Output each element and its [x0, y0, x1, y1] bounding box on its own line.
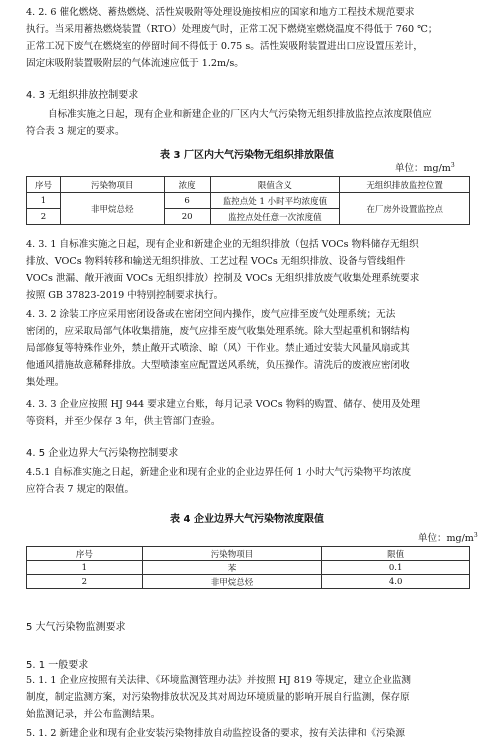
- table-cell: 4.0: [322, 575, 470, 589]
- paragraph-4-3-2: [26, 306, 470, 391]
- text-line: 制度，制定监测方案，对污染物排放状况及其对周边环境质量的影响开展自行监测，保存原: [26, 692, 410, 703]
- header-cell: 污染物项目: [142, 547, 322, 561]
- table-cell: 监控点处任意一次浓度值: [210, 209, 340, 225]
- text-line: 他通风措施故意稀释排放。大型喷漆室应配置送风系统，负压操作。清洗后的废液应密闭收: [26, 360, 410, 371]
- text-line: VOCs 泄漏、敞开液面 VOCs 无组织排放）控制及 VOCs 无组织排放废气收集处理系统要求: [26, 273, 420, 284]
- table-cell: 监控点处 1 小时平均浓度值: [210, 193, 340, 209]
- text-line: 执行。当采用蓄热燃烧装置（RTO）处理废气时，正常工况下燃烧室燃烧温度不得低于 760 ℃；: [26, 24, 438, 35]
- section-heading-4-5: 4. 5 企业边界大气污染物控制要求: [26, 448, 179, 459]
- text-line: 密闭的，应采取局部气体收集措施，废气应排至废气收集处理系统。除大型起重机和钢结构: [26, 326, 410, 337]
- text-line: 5. 1. 1 企业应按照有关法律、《环境监测管理办法》并按照 HJ 819 等规定，建立企业监测: [26, 675, 412, 686]
- unit-superscript: 3: [450, 161, 455, 169]
- text-line: 按照 GB 37823-2019 中特别控制要求执行。: [26, 290, 224, 301]
- table-cell: 1: [27, 561, 143, 575]
- paragraph-5-1-2: [26, 725, 470, 742]
- table-4-unit: [418, 530, 478, 544]
- text-line: 4. 3. 2 涂装工序应采用密闭设备或在密闭空间内操作，废气应排至废气处理系统；无法: [26, 309, 396, 320]
- header-cell: 序号: [27, 547, 143, 561]
- header-cell: 限值: [322, 547, 470, 561]
- table-header-row: [27, 547, 470, 561]
- table-cell: 1: [27, 193, 61, 209]
- table-4-caption: 表 4 企业边界大气污染物浓度限值: [170, 514, 324, 525]
- text-line: 4.5.1 自标准实施之日起，新建企业和现有企业的企业边界任何 1 小时大气污染物平均浓度: [26, 467, 412, 478]
- paragraph-4-3-3: [26, 396, 470, 430]
- text-line: 等资料，并至少保存 3 年，供主管部门查验。: [26, 416, 221, 427]
- unit-superscript: 3: [473, 531, 478, 539]
- text-line: 应符合表 7 规定的限值。: [26, 484, 135, 495]
- text-line: 4. 2. 6 催化燃烧、蓄热燃烧、活性炭吸附等处理设施按相应的国家和地方工程技术规范要求: [26, 7, 415, 18]
- paragraph-4-5-1: [26, 464, 470, 498]
- table-cell: 6: [164, 193, 210, 209]
- text-line: 排放、VOCs 物料转移和输送无组织排放、工艺过程 VOCs 无组织排放、设备与管线组件: [26, 256, 406, 267]
- unit-label: 单位：mg/m: [395, 163, 451, 174]
- text-line: 固定床吸附装置吸附层的气体流速应低于 1.2m/s。: [26, 58, 244, 69]
- table-cell: 2: [27, 209, 61, 225]
- text-line: 符合表 3 规定的要求。: [26, 126, 125, 137]
- section-heading-4-3: 4. 3 无组织排放控制要求: [26, 90, 139, 101]
- header-cell: 无组织排放监控位置: [340, 177, 470, 193]
- table-row: [27, 193, 470, 209]
- paragraph-4-3-1: [26, 236, 470, 304]
- text-line: 自标准实施之日起，现有企业和新建企业的厂区内大气污染物无组织排放监控点浓度限值应: [48, 109, 432, 120]
- header-cell: 污染物项目: [60, 177, 164, 193]
- table-cell: 2: [27, 575, 143, 589]
- table-cell: 在厂房外设置监控点: [340, 193, 470, 225]
- table-cell: 0.1: [322, 561, 470, 575]
- table-4: [26, 546, 470, 589]
- text-line: 正常工况下废气在燃烧室的停留时间不得低于 0.75 s。活性炭吸附装置进出口应设置压差计，: [26, 41, 423, 52]
- header-cell: 浓度: [164, 177, 210, 193]
- table-3: [26, 176, 470, 225]
- header-cell: 限值含义: [210, 177, 340, 193]
- paragraph-4-2-6: [26, 4, 470, 72]
- table-cell: 非甲烷总烃: [142, 575, 322, 589]
- paragraph-5-1-1: [26, 672, 470, 723]
- text-line: 局部修复等特殊作业外，禁止敞开式喷涂、晾（风）干作业。禁止通过安装大风量风扇或其: [26, 343, 410, 354]
- table-cell: 苯: [142, 561, 322, 575]
- table-3-caption: 表 3 厂区内大气污染物无组织排放限值: [160, 150, 334, 161]
- paragraph-4-3-intro: [26, 106, 470, 140]
- text-line: 4. 3. 3 企业应按照 HJ 944 要求建立台账，每月记录 VOCs 物料的购置、储存、使用及处理: [26, 399, 421, 410]
- section-heading-5-1: 5. 1 一般要求: [26, 660, 89, 671]
- text-line: 始监测记录，并公布监测结果。: [26, 709, 161, 720]
- table-cell: 20: [164, 209, 210, 225]
- table-row: [27, 575, 470, 589]
- text-line: 4. 3. 1 自标准实施之日起，现有企业和新建企业的无组织排放（包括 VOCs 物料储存无组织: [26, 239, 419, 250]
- text-line: 集处理。: [26, 377, 65, 388]
- section-heading-5: 5 大气污染物监测要求: [26, 622, 126, 633]
- text-line: 5. 1. 2 新建企业和现有企业安装污染物排放自动监控设备的要求，按有关法律和《污染源: [26, 728, 405, 739]
- table-cell: 非甲烷总烃: [60, 193, 164, 225]
- header-cell: 序号: [27, 177, 61, 193]
- table-header-row: [27, 177, 470, 193]
- unit-label: 单位：mg/m: [418, 533, 474, 544]
- table-row: [27, 561, 470, 575]
- table-3-unit: [395, 160, 455, 174]
